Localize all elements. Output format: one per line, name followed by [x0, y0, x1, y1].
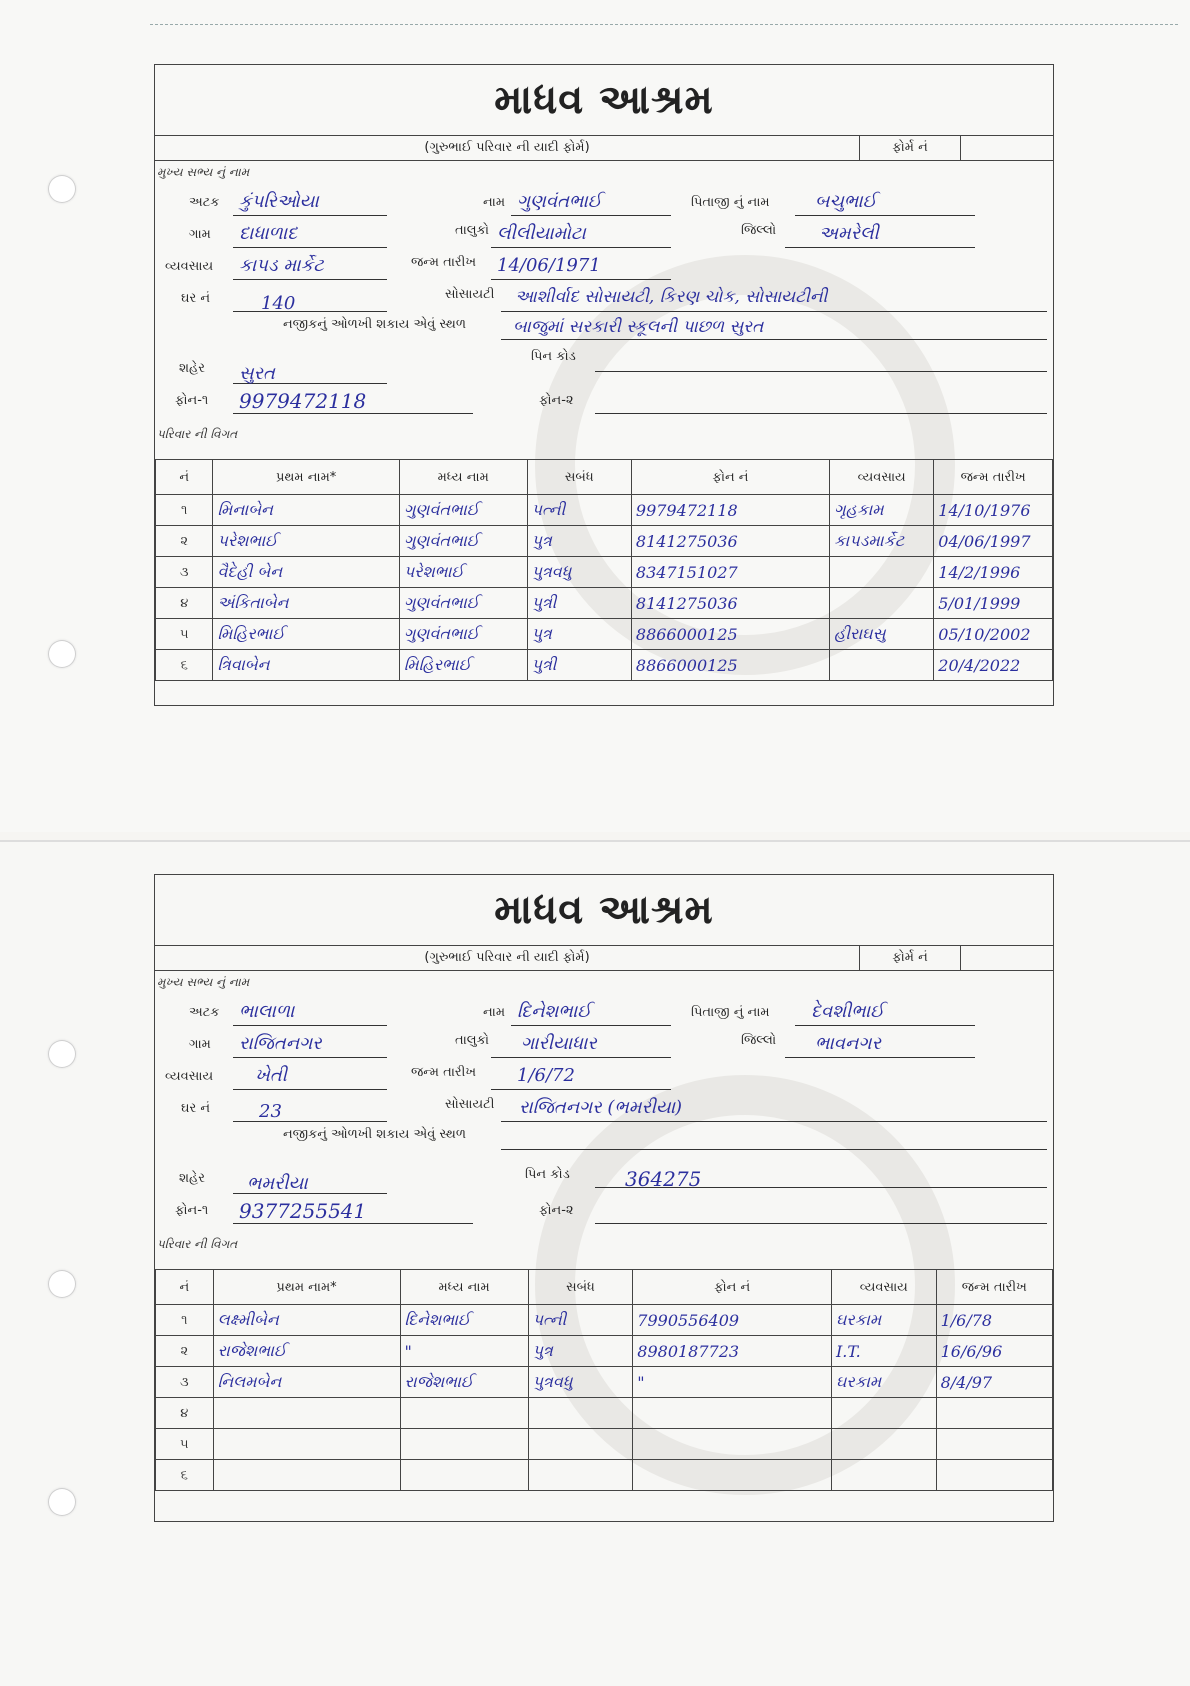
dob-label: જન્મ તારીખ	[411, 255, 477, 270]
member-dob	[936, 1460, 1052, 1491]
member-first-name: વૈદેહી બેન	[213, 557, 399, 588]
member-occupation	[829, 650, 933, 681]
member-phone: 9979472118	[631, 495, 829, 526]
member-relation: પુત્રવધુ	[528, 1367, 633, 1398]
form-subtitle-row	[155, 136, 1053, 161]
member-first-name: રાજેશભાઈ	[213, 1336, 400, 1367]
col-occupation: વ્યવસાય	[831, 1270, 936, 1305]
city-value: ભમરીયા	[247, 1173, 308, 1194]
name-label: નામ	[483, 195, 506, 210]
row-no: ૬	[156, 1460, 214, 1491]
member-phone	[633, 1398, 832, 1429]
pin-value: 364275	[625, 1167, 702, 1191]
form-subtitle: (ગુરુભાઈ પરિવાર ની યાદી ફોર્મ)	[155, 136, 860, 160]
member-phone: 8141275036	[631, 588, 829, 619]
district-label: જિલ્લો	[741, 1033, 777, 1048]
col-first-name: પ્રથમ નામ*	[213, 460, 399, 495]
row-no: ૫	[156, 1429, 214, 1460]
village-value: દાધાળાદ	[239, 223, 298, 244]
name-value: દિનેશભાઈ	[517, 1001, 592, 1022]
district-value: ભાવનગર	[815, 1033, 881, 1054]
member-occupation: ઘરકામ	[831, 1305, 936, 1336]
house-no-label: ઘર નં	[181, 291, 211, 306]
form-no-value	[961, 946, 1053, 970]
scan-page-top	[0, 0, 1190, 832]
member-relation: પુત્ર	[527, 526, 631, 557]
row-no: ૬	[156, 650, 213, 681]
table-row	[156, 1460, 1053, 1491]
member-dob	[936, 1429, 1052, 1460]
member-phone: 8980187723	[633, 1336, 832, 1367]
table-row	[156, 1398, 1053, 1429]
member-occupation: I.T.	[831, 1336, 936, 1367]
table-row	[156, 1367, 1053, 1398]
member-occupation: કાપડમાર્કેટ	[829, 526, 933, 557]
table-row	[156, 650, 1053, 681]
table-row	[156, 588, 1053, 619]
member-occupation: ગૃહકામ	[829, 495, 933, 526]
member-dob: 04/06/1997	[934, 526, 1053, 557]
phone1-value: 9979472118	[239, 389, 367, 413]
member-middle-name: દિનેશભાઈ	[400, 1305, 528, 1336]
family-details-heading: પરિવાર ની વિગત	[157, 1237, 238, 1251]
member-relation	[528, 1460, 633, 1491]
registration-form-2	[154, 874, 1054, 1522]
member-middle-name: ગુણવંતભાઈ	[399, 619, 527, 650]
member-middle-name	[400, 1460, 528, 1491]
member-occupation	[831, 1429, 936, 1460]
scan-page-bottom	[0, 840, 1190, 1686]
member-occupation: હીરાઘસુ	[829, 619, 933, 650]
member-relation: પત્ની	[528, 1305, 633, 1336]
district-label: જિલ્લો	[741, 223, 777, 238]
member-middle-name: પરેશભાઈ	[399, 557, 527, 588]
member-first-name: મિનાબેન	[213, 495, 399, 526]
taluka-line	[491, 247, 671, 248]
member-middle-name: ગુણવંતભાઈ	[399, 495, 527, 526]
family-table-header	[156, 1270, 1053, 1305]
father-name-label: પિતાજી નું નામ	[691, 195, 770, 210]
cut-line	[150, 24, 1178, 25]
member-relation: પત્ની	[527, 495, 631, 526]
city-label: શહેર	[179, 1171, 205, 1186]
member-middle-name: ગુણવંતભાઈ	[399, 526, 527, 557]
phone1-label: ફોન-૧	[175, 393, 209, 408]
col-phone: ફોન નં	[633, 1270, 832, 1305]
table-row	[156, 526, 1053, 557]
form-no-label: ફોર્મ નં	[860, 136, 961, 160]
father-name-value: દેવશીભાઈ	[811, 1001, 885, 1022]
member-occupation	[831, 1398, 936, 1429]
pin-label: પિન કોડ	[525, 1167, 570, 1182]
member-first-name	[213, 1429, 400, 1460]
member-first-name: નિલમબેન	[213, 1367, 400, 1398]
table-row	[156, 495, 1053, 526]
col-dob: જન્મ તારીખ	[934, 460, 1053, 495]
society-value: આશીર્વાદ સોસાયટી, કિરણ ચોક, સોસાયટીની	[515, 287, 828, 307]
phone1-line	[233, 1223, 473, 1224]
member-middle-name	[400, 1398, 528, 1429]
member-occupation: ઘરકામ	[831, 1367, 936, 1398]
village-value: રાજિતનગર	[239, 1033, 322, 1054]
dob-line	[491, 1089, 671, 1090]
taluka-label: તાલુકો	[455, 1033, 490, 1048]
member-dob: 05/10/2002	[934, 619, 1053, 650]
member-occupation	[829, 557, 933, 588]
city-label: શહેર	[179, 361, 205, 376]
landmark-label: નજીકનું ઓળખી શકાય એવું સ્થળ	[283, 1127, 466, 1142]
phone2-label: ફોન-૨	[539, 1203, 574, 1218]
form-subtitle: (ગુરુભાઈ પરિવાર ની યાદી ફોર્મ)	[155, 946, 860, 970]
form-no-value	[961, 136, 1053, 160]
table-row	[156, 557, 1053, 588]
member-first-name: અંકિતાબેન	[213, 588, 399, 619]
table-row	[156, 1305, 1053, 1336]
member-phone: 8866000125	[631, 619, 829, 650]
pin-line	[595, 371, 1047, 372]
occupation-line	[233, 279, 387, 280]
village-label: ગામ	[189, 1037, 211, 1052]
phone2-line	[595, 1223, 1047, 1224]
member-first-name: ત્રિવાબેન	[213, 650, 399, 681]
member-phone: "	[633, 1367, 832, 1398]
society-line	[501, 1121, 1047, 1122]
member-phone: 7990556409	[633, 1305, 832, 1336]
main-member-section	[155, 971, 1053, 1261]
house-no-line	[233, 311, 387, 312]
surname-label: અટક	[189, 1005, 220, 1020]
surname-label: અટક	[189, 195, 220, 210]
society-label: સોસાયટી	[445, 1097, 495, 1112]
phone1-line	[233, 413, 473, 414]
member-dob	[936, 1398, 1052, 1429]
house-no-label: ઘર નં	[181, 1101, 211, 1116]
member-relation: પુત્રી	[527, 588, 631, 619]
main-member-heading: મુખ્ય સભ્ય નું નામ	[157, 165, 250, 179]
dob-value: 14/06/1971	[497, 255, 601, 276]
district-line	[785, 1057, 975, 1058]
house-no-value: 23	[259, 1101, 282, 1122]
dob-line	[491, 279, 671, 280]
district-value: અમરેલી	[819, 223, 879, 244]
member-first-name: લક્ષ્મીબેન	[213, 1305, 400, 1336]
col-relation: સબંધ	[528, 1270, 633, 1305]
landmark-label: નજીકનું ઓળખી શકાય એવું સ્થળ	[283, 317, 466, 332]
member-dob: 20/4/2022	[934, 650, 1053, 681]
dob-label: જન્મ તારીખ	[411, 1065, 477, 1080]
punch-hole	[48, 1040, 76, 1068]
table-row	[156, 619, 1053, 650]
registration-form-1	[154, 64, 1054, 706]
family-table	[155, 459, 1053, 681]
member-first-name: પરેશભાઈ	[213, 526, 399, 557]
village-line	[233, 247, 387, 248]
form-title: માધવ આશ્રમ	[155, 875, 1053, 946]
form-title: માધવ આશ્રમ	[155, 65, 1053, 136]
family-details-heading: પરિવાર ની વિગત	[157, 427, 238, 441]
occupation-label: વ્યવસાય	[165, 259, 214, 274]
father-name-label: પિતાજી નું નામ	[691, 1005, 770, 1020]
society-line	[501, 311, 1047, 312]
row-no: ૧	[156, 495, 213, 526]
punch-hole	[48, 1270, 76, 1298]
member-relation: પુત્ર	[527, 619, 631, 650]
member-dob: 5/01/1999	[934, 588, 1053, 619]
surname-line	[233, 1025, 387, 1026]
member-first-name	[213, 1460, 400, 1491]
row-no: ૪	[156, 1398, 214, 1429]
village-label: ગામ	[189, 227, 211, 242]
society-value: રાજિતનગર (ભમરીયા)	[519, 1097, 683, 1118]
member-phone: 8347151027	[631, 557, 829, 588]
member-relation: પુત્રવધુ	[527, 557, 631, 588]
dob-value: 1/6/72	[517, 1065, 575, 1086]
village-line	[233, 1057, 387, 1058]
taluka-value: લીલીયામોટા	[497, 223, 586, 244]
member-first-name	[213, 1398, 400, 1429]
phone1-label: ફોન-૧	[175, 1203, 209, 1218]
row-no: ૫	[156, 619, 213, 650]
name-label: નામ	[483, 1005, 506, 1020]
member-relation: પુત્રી	[527, 650, 631, 681]
col-no: નં	[156, 1270, 214, 1305]
member-dob: 1/6/78	[936, 1305, 1052, 1336]
surname-line	[233, 215, 387, 216]
phone1-value: 9377255541	[239, 1199, 367, 1223]
member-middle-name	[400, 1429, 528, 1460]
form-no-label: ફોર્મ નં	[860, 946, 961, 970]
member-dob: 14/2/1996	[934, 557, 1053, 588]
member-middle-name: મિહિરભાઈ	[399, 650, 527, 681]
row-no: ૩	[156, 1367, 214, 1398]
col-first-name: પ્રથમ નામ*	[213, 1270, 400, 1305]
member-relation: પુત્ર	[528, 1336, 633, 1367]
col-occupation: વ્યવસાય	[829, 460, 933, 495]
member-phone: 8141275036	[631, 526, 829, 557]
occupation-line	[233, 1089, 387, 1090]
member-middle-name: ગુણવંતભાઈ	[399, 588, 527, 619]
father-name-line	[795, 1025, 975, 1026]
name-line	[511, 1025, 671, 1026]
city-value: સુરત	[239, 363, 275, 384]
row-no: ૧	[156, 1305, 214, 1336]
landmark-line	[501, 339, 1047, 340]
occupation-value: ખેતી	[255, 1065, 287, 1086]
district-line	[785, 247, 975, 248]
surname-value: કુંપરિઓયા	[239, 191, 319, 212]
member-middle-name: "	[400, 1336, 528, 1367]
name-line	[511, 215, 671, 216]
punch-hole	[48, 175, 76, 203]
member-dob: 16/6/96	[936, 1336, 1052, 1367]
family-table	[155, 1269, 1053, 1491]
col-middle-name: મધ્ય નામ	[399, 460, 527, 495]
member-occupation	[831, 1460, 936, 1491]
landmark-value: બાજુમાં સરકારી સ્કૂલની પાછળ સુરત	[513, 317, 764, 337]
landmark-line	[501, 1149, 1047, 1150]
row-no: ૨	[156, 1336, 214, 1367]
house-no-line	[233, 1121, 387, 1122]
family-table-header	[156, 460, 1053, 495]
col-relation: સબંધ	[527, 460, 631, 495]
col-middle-name: મધ્ય નામ	[400, 1270, 528, 1305]
member-relation	[528, 1429, 633, 1460]
taluka-label: તાલુકો	[455, 223, 490, 238]
occupation-label: વ્યવસાય	[165, 1069, 214, 1084]
occupation-value: કાપડ માર્કેટ	[239, 255, 324, 276]
member-first-name: મિહિરભાઈ	[213, 619, 399, 650]
name-value: ગુણવંતભાઈ	[517, 191, 602, 212]
taluka-line	[491, 1057, 671, 1058]
main-member-heading: મુખ્ય સભ્ય નું નામ	[157, 975, 250, 989]
member-phone	[633, 1429, 832, 1460]
member-dob: 8/4/97	[936, 1367, 1052, 1398]
row-no: ૩	[156, 557, 213, 588]
member-dob: 14/10/1976	[934, 495, 1053, 526]
house-no-value: 140	[261, 293, 296, 314]
row-no: ૨	[156, 526, 213, 557]
col-phone: ફોન નં	[631, 460, 829, 495]
pin-label: પિન કોડ	[531, 349, 576, 364]
surname-value: ભાલાળા	[239, 1001, 295, 1022]
table-row	[156, 1336, 1053, 1367]
punch-hole	[48, 640, 76, 668]
member-middle-name: રાજેશભાઈ	[400, 1367, 528, 1398]
main-member-section	[155, 161, 1053, 451]
taluka-value: ગારીયાધાર	[521, 1033, 597, 1054]
col-dob: જન્મ તારીખ	[936, 1270, 1052, 1305]
member-phone: 8866000125	[631, 650, 829, 681]
member-phone	[633, 1460, 832, 1491]
father-name-line	[795, 215, 975, 216]
phone2-label: ફોન-૨	[539, 393, 574, 408]
col-no: નં	[156, 460, 213, 495]
member-relation	[528, 1398, 633, 1429]
father-name-value: બચુભાઈ	[815, 191, 877, 212]
form-subtitle-row	[155, 946, 1053, 971]
punch-hole	[48, 1488, 76, 1516]
society-label: સોસાયટી	[445, 287, 495, 302]
phone2-line	[595, 413, 1047, 414]
member-occupation	[829, 588, 933, 619]
table-row	[156, 1429, 1053, 1460]
row-no: ૪	[156, 588, 213, 619]
